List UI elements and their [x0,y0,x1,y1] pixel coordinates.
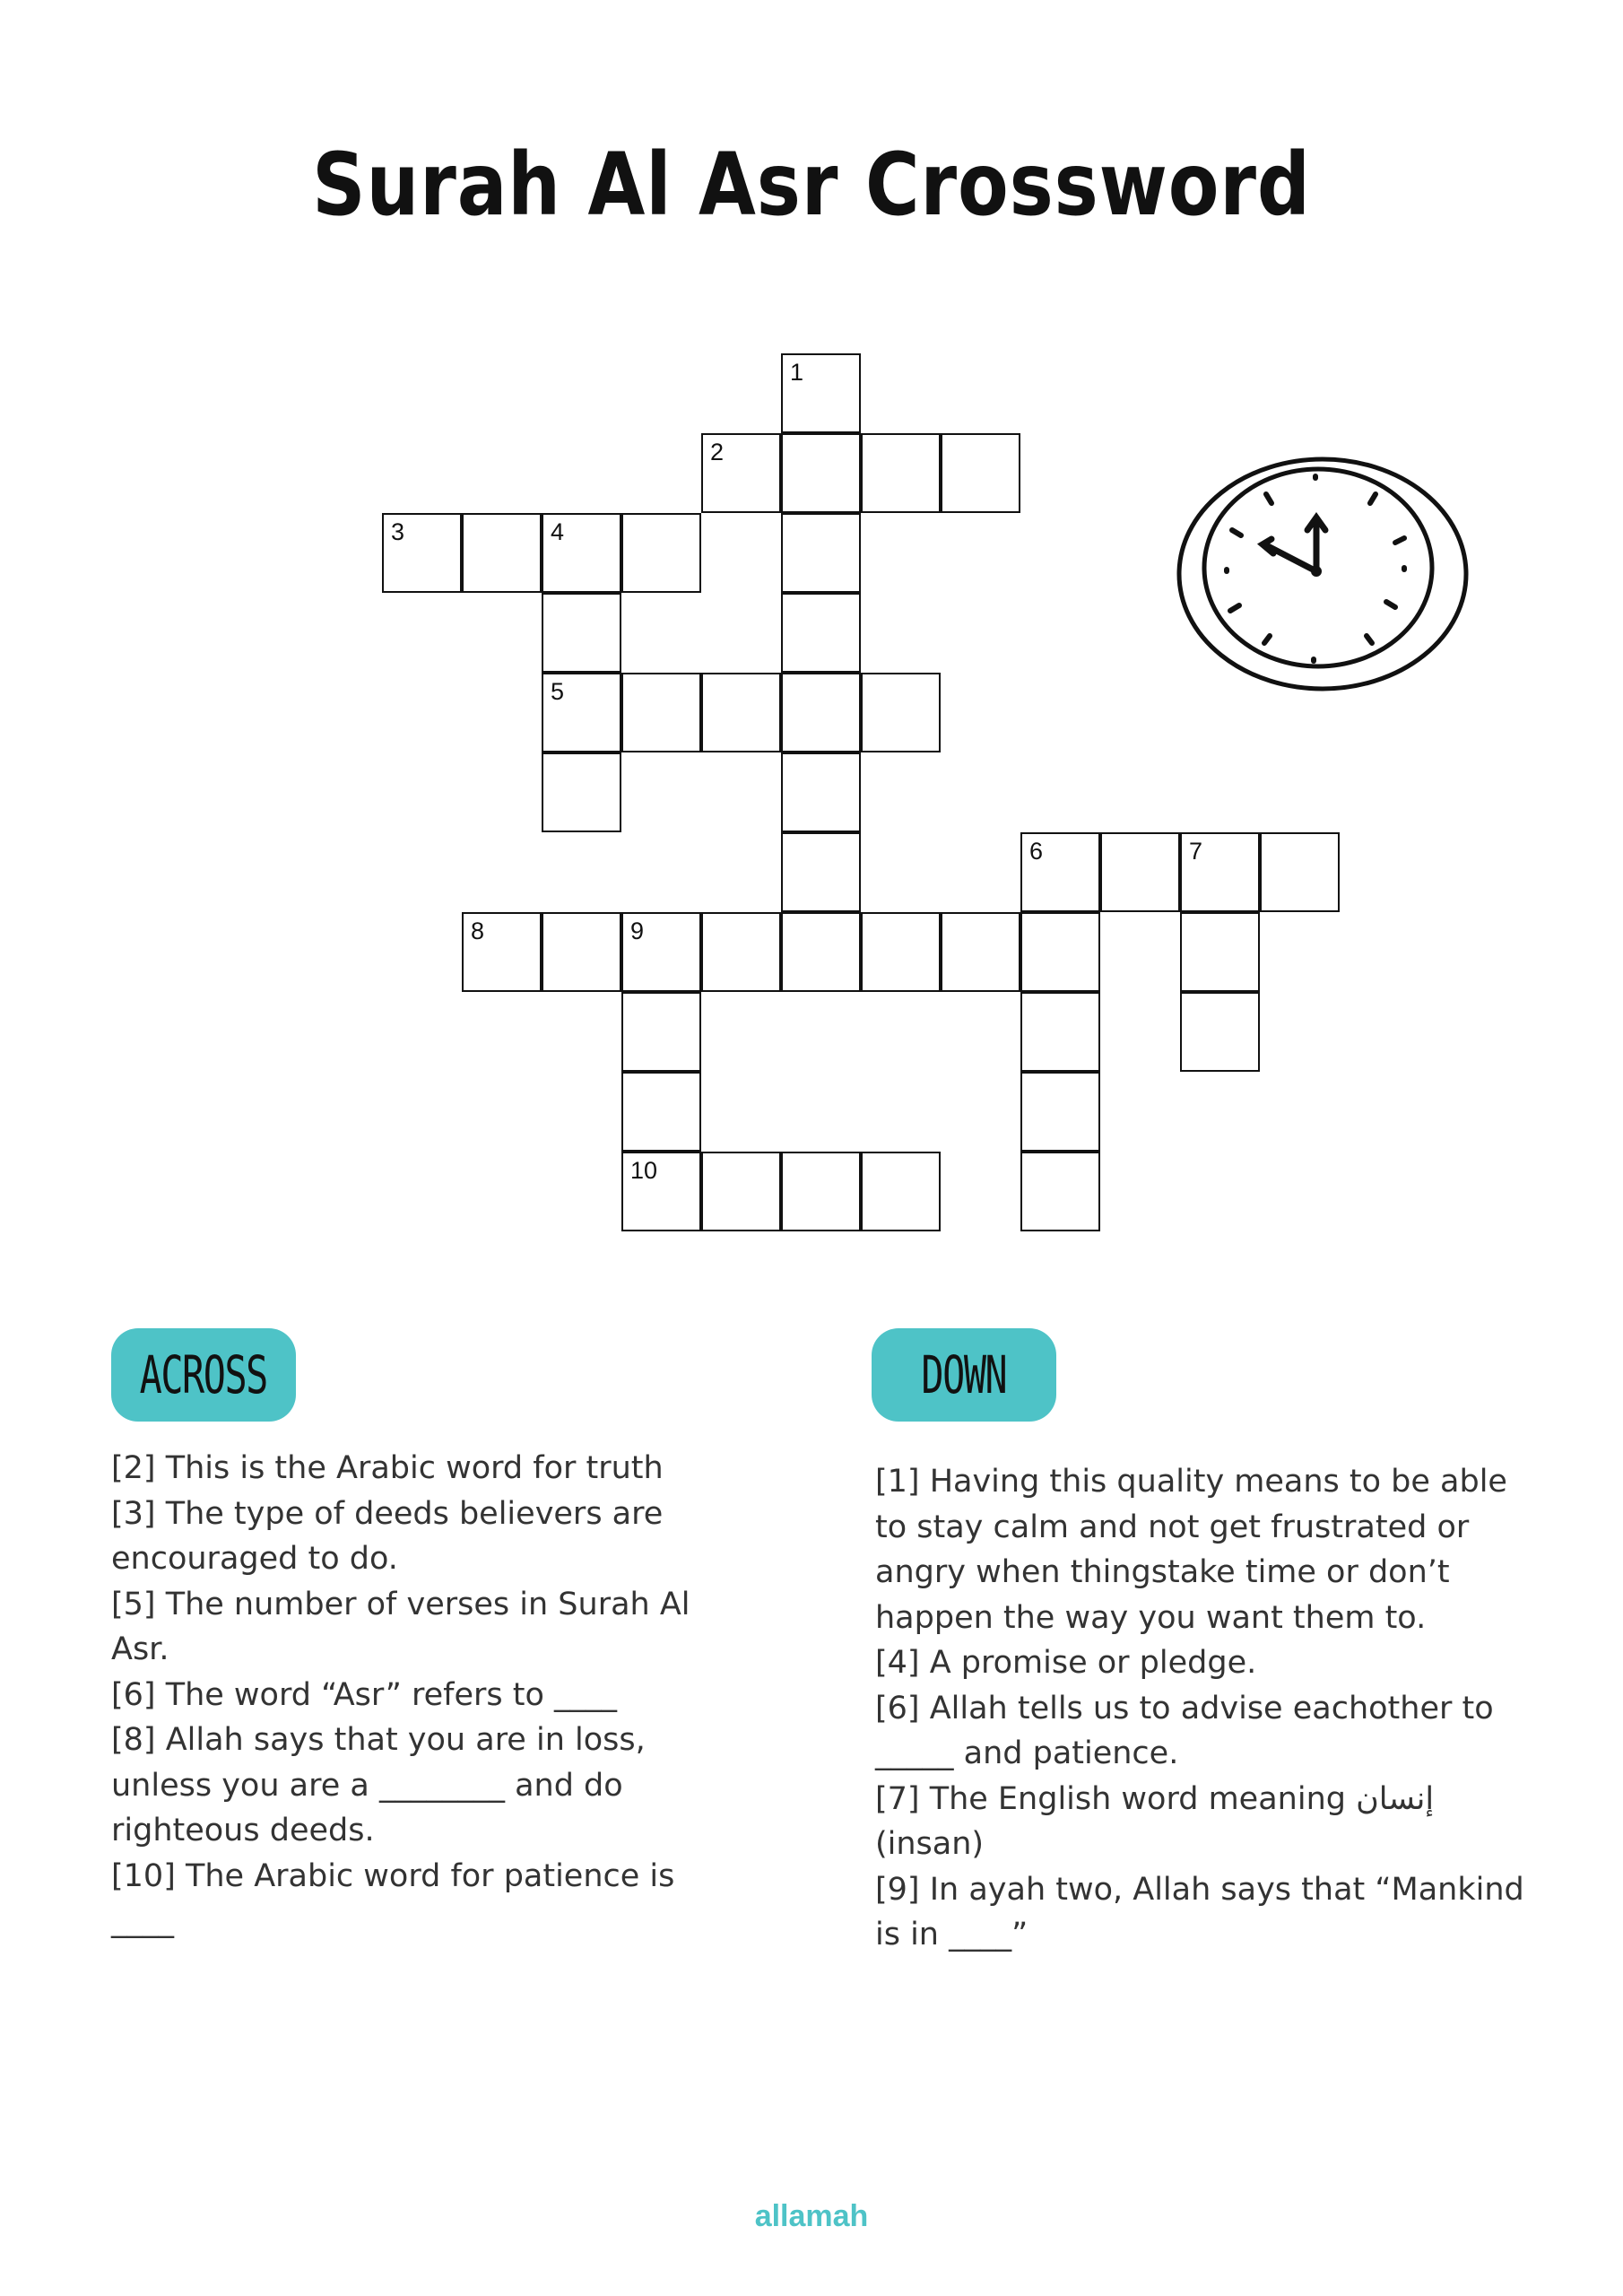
grid-cell[interactable] [462,513,542,593]
clue-across-6: [6] The word “Asr” refers to ____ [111,1676,618,1713]
grid-cell[interactable] [941,912,1020,992]
grid-cell[interactable] [861,912,941,992]
grid-cell[interactable] [1020,832,1100,912]
grid-cell[interactable] [781,832,861,912]
brand-logo: allamah [754,2199,869,2233]
clue-number: 9 [630,918,645,944]
clue-down-9: [9] In ayah two, Allah says that “Mankind is in ____” [875,1871,1524,1952]
down-heading: DOWN [872,1328,1056,1422]
grid-cell[interactable] [861,673,941,752]
grid-cell[interactable] [382,513,462,593]
grid-cell[interactable] [1020,1072,1100,1152]
clue-down-6: [6] Allah tells us to advise eachother to _____ and patience. [875,1690,1494,1771]
page-title: Surah Al Asr Crossword [312,135,1311,235]
grid-cell[interactable] [701,1152,781,1231]
clue-across-10: [10] The Arabic word for patience is ____ [111,1857,675,1939]
clue-number: 4 [551,518,565,545]
grid-cell[interactable] [781,593,861,673]
grid-cell[interactable] [1260,832,1340,912]
clue-number: 3 [391,518,405,545]
grid-cell[interactable] [1020,912,1100,992]
clock-icon [1175,453,1471,695]
grid-cell[interactable] [701,673,781,752]
grid-cell[interactable] [621,1072,701,1152]
clue-across-2: [2] This is the Arabic word for truth [111,1450,664,1486]
clue-across-3: [3] The type of deeds believers are encouraged to do. [111,1495,664,1577]
clue-number: 10 [630,1157,658,1184]
grid-cell[interactable] [1180,992,1260,1072]
grid-cell[interactable] [861,433,941,513]
grid-cell[interactable] [1100,832,1180,912]
grid-cell[interactable] [542,513,621,593]
down-clues [875,1459,1539,1958]
grid-cell[interactable] [621,673,701,752]
grid-cell[interactable] [542,673,621,752]
grid-cell[interactable] [542,912,621,992]
grid-cell[interactable] [941,433,1020,513]
across-clues [111,1446,703,1944]
clue-number: 1 [790,359,804,386]
grid-cell[interactable] [861,1152,941,1231]
clue-across-5: [5] The number of verses in Surah Al Asr. [111,1586,690,1667]
clue-number: 5 [551,678,565,705]
grid-cell[interactable] [542,593,621,673]
clue-down-1: [1] Having this quality means to be able to stay calm and not get frustrated or angry when thingstake time or don’t happen the way you want them to. [875,1464,1507,1636]
grid-cell[interactable] [621,992,701,1072]
grid-cell[interactable] [781,513,861,593]
grid-cell[interactable] [781,912,861,992]
grid-cell[interactable] [1180,912,1260,992]
grid-cell[interactable] [1020,1152,1100,1231]
clue-number: 6 [1029,838,1044,865]
across-heading: ACROSS [111,1328,296,1422]
grid-cell[interactable] [542,752,621,832]
clue-down-7: [7] The English word meaning إنسان (insan) [875,1780,1435,1862]
grid-cell[interactable] [781,353,861,433]
clue-number: 8 [471,918,485,944]
grid-cell[interactable] [621,1152,701,1231]
clue-across-8: [8] Allah says that you are in loss, unless you are a ________ and do righteous deeds. [111,1722,646,1848]
clue-number: 2 [710,439,725,465]
grid-cell[interactable] [781,433,861,513]
grid-cell[interactable] [701,433,781,513]
clue-down-4: [4] A promise or pledge. [875,1645,1257,1681]
grid-cell[interactable] [1180,832,1260,912]
clue-number: 7 [1189,838,1203,865]
grid-cell[interactable] [621,912,701,992]
grid-cell[interactable] [462,912,542,992]
grid-cell[interactable] [1020,992,1100,1072]
grid-cell[interactable] [701,912,781,992]
grid-cell[interactable] [781,673,861,752]
grid-cell[interactable] [621,513,701,593]
grid-cell[interactable] [781,752,861,832]
grid-cell[interactable] [781,1152,861,1231]
